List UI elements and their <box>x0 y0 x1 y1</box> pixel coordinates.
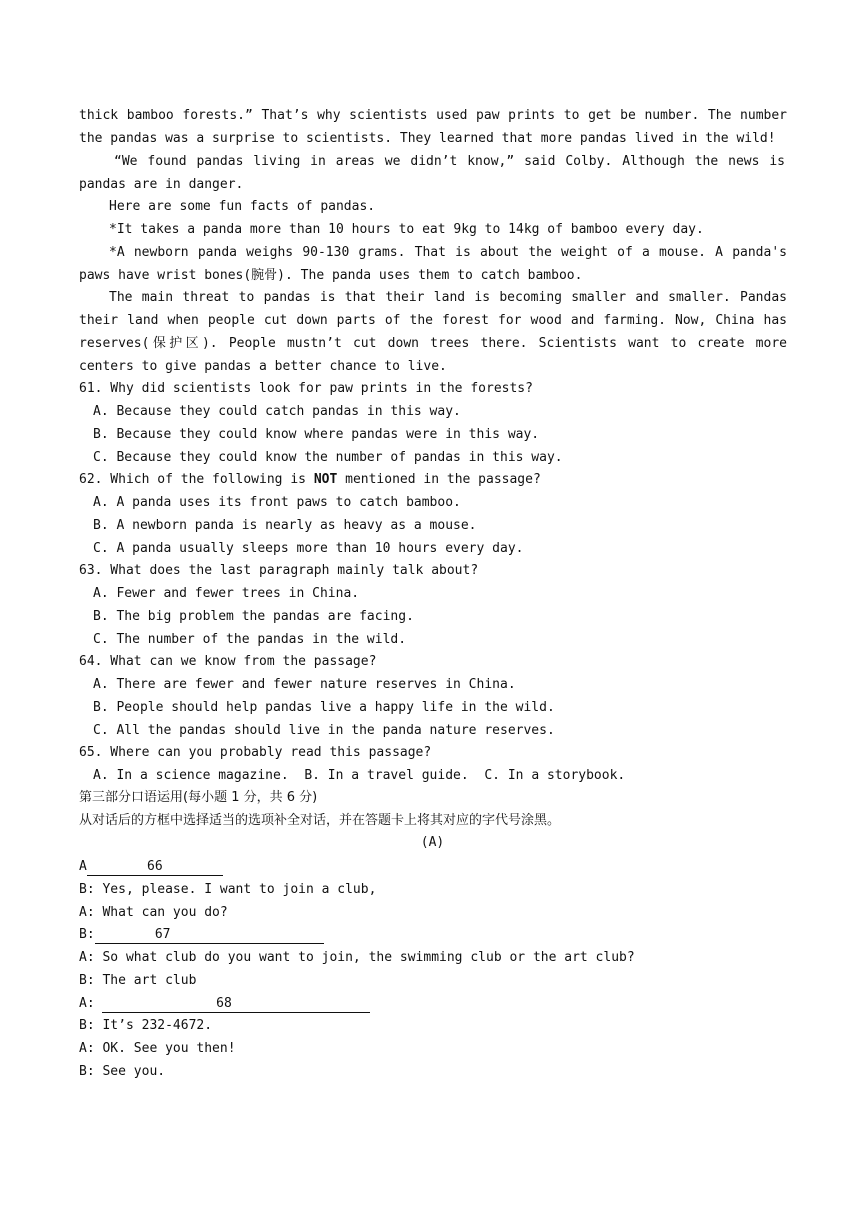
question-63: 63. What does the last paragraph mainly talk about? <box>79 563 479 578</box>
fact-line: *It takes a panda more than 10 hours to eat 9kg to 14kg of bamboo every day. <box>109 222 704 237</box>
option-63-a: A. Fewer and fewer trees in China. <box>93 586 360 601</box>
option-63-c: C. The number of the pandas in the wild. <box>93 632 407 647</box>
question-61: 61. Why did scientists look for paw prints in the forests? <box>79 381 533 396</box>
dialogue-line-9: A: OK. See you then! <box>79 1041 236 1056</box>
option-65-a: A. In a science magazine. <box>93 768 289 783</box>
option-65-c: C. In a storybook. <box>484 768 626 783</box>
dialogue-line-5: A: So what club do you want to join, the swimming club or the art club? <box>79 950 635 965</box>
passage-line: their land when people cut down parts of the forest for wood and farming. Now, China has <box>79 313 787 328</box>
option-64-c: C. All the pandas should live in the panda nature reserves. <box>93 723 555 738</box>
speaker-label: A: <box>79 996 95 1011</box>
options-65 <box>93 765 783 787</box>
section-instruction: 从对话后的方框中选择适当的选项补全对话，并在答题卡上将其对应的字代号涂黑。 <box>79 813 561 828</box>
passage-line: the pandas was a surprise to scientists. They learned that more pandas lived in the wild! <box>79 131 776 146</box>
option-63-b: B. The big problem the pandas are facing. <box>93 609 414 624</box>
passage-line: reserves(保护区). People mustn’t cut down trees there. Scientists want to create more <box>79 336 787 351</box>
passage-line: thick bamboo forests.” That’s why scientists used paw prints to get be number. The number <box>79 108 787 123</box>
option-62-a: A. A panda uses its front paws to catch bamboo. <box>93 495 461 510</box>
option-64-b: B. People should help pandas live a happy life in the wild. <box>93 700 555 715</box>
question-65: 65. Where can you probably read this passage? <box>79 745 432 760</box>
section-heading: 第三部分口语运用(每小题 1 分，共 6 分) <box>79 790 318 805</box>
blank-number-68: 68 <box>216 996 232 1011</box>
passage-line: Here are some fun facts of pandas. <box>109 199 376 214</box>
passage-line: centers to give pandas a better chance to live. <box>79 359 447 374</box>
fact-line: *A newborn panda weighs 90-130 grams. That is about the weight of a mouse. A panda's <box>109 245 787 260</box>
passage-line: The main threat to pandas is that their land is becoming smaller and smaller. Pandas <box>109 290 787 305</box>
answer-blank-66[interactable]: 66 <box>87 858 223 876</box>
passage-line: pandas are in danger. <box>79 177 244 192</box>
dialogue-line-4 <box>79 924 787 946</box>
speaker-label: B: <box>79 927 95 942</box>
option-61-a: A. Because they could catch pandas in this way. <box>93 404 461 419</box>
option-61-c: C. Because they could know the number of pandas in this way. <box>93 450 563 465</box>
question-62-suffix: mentioned in the passage? <box>337 472 541 487</box>
dialogue-line-3: A: What can you do? <box>79 905 228 920</box>
dialogue-line-6: B: The art club <box>79 973 197 988</box>
dialogue-line-8: B: It’s 232-4672. <box>79 1018 213 1033</box>
passage-line: “We found pandas living in areas we didn’t know,” said Colby. Although the news is <box>114 154 785 169</box>
dialogue-line-1 <box>79 856 787 878</box>
question-62-emphasis: NOT <box>313 472 338 487</box>
blank-number-67: 67 <box>154 927 171 942</box>
speaker-label: A <box>79 859 87 874</box>
option-65-b: B. In a travel guide. <box>304 768 469 783</box>
fact-line: paws have wrist bones(腕骨). The panda uses them to catch bamboo. <box>79 268 583 283</box>
dialogue-line-10: B: See you. <box>79 1064 166 1079</box>
option-62-c: C. A panda usually sleeps more than 10 hours every day. <box>93 541 524 556</box>
question-62 <box>79 469 787 491</box>
option-62-b: B. A newborn panda is nearly as heavy as a mouse. <box>93 518 477 533</box>
question-64: 64. What can we know from the passage? <box>79 654 377 669</box>
dialogue-line-7 <box>79 993 787 1015</box>
dialogue-line-2: B: Yes, please. I want to join a club, <box>79 882 377 897</box>
option-64-a: A. There are fewer and fewer nature reserves in China. <box>93 677 516 692</box>
section-subheading: (A) <box>420 835 445 850</box>
option-61-b: B. Because they could know where pandas were in this way. <box>93 427 540 442</box>
answer-blank-67[interactable] <box>95 926 324 944</box>
answer-blank-68[interactable] <box>102 995 370 1013</box>
question-62-prefix: 62. Which of the following is <box>79 472 314 487</box>
